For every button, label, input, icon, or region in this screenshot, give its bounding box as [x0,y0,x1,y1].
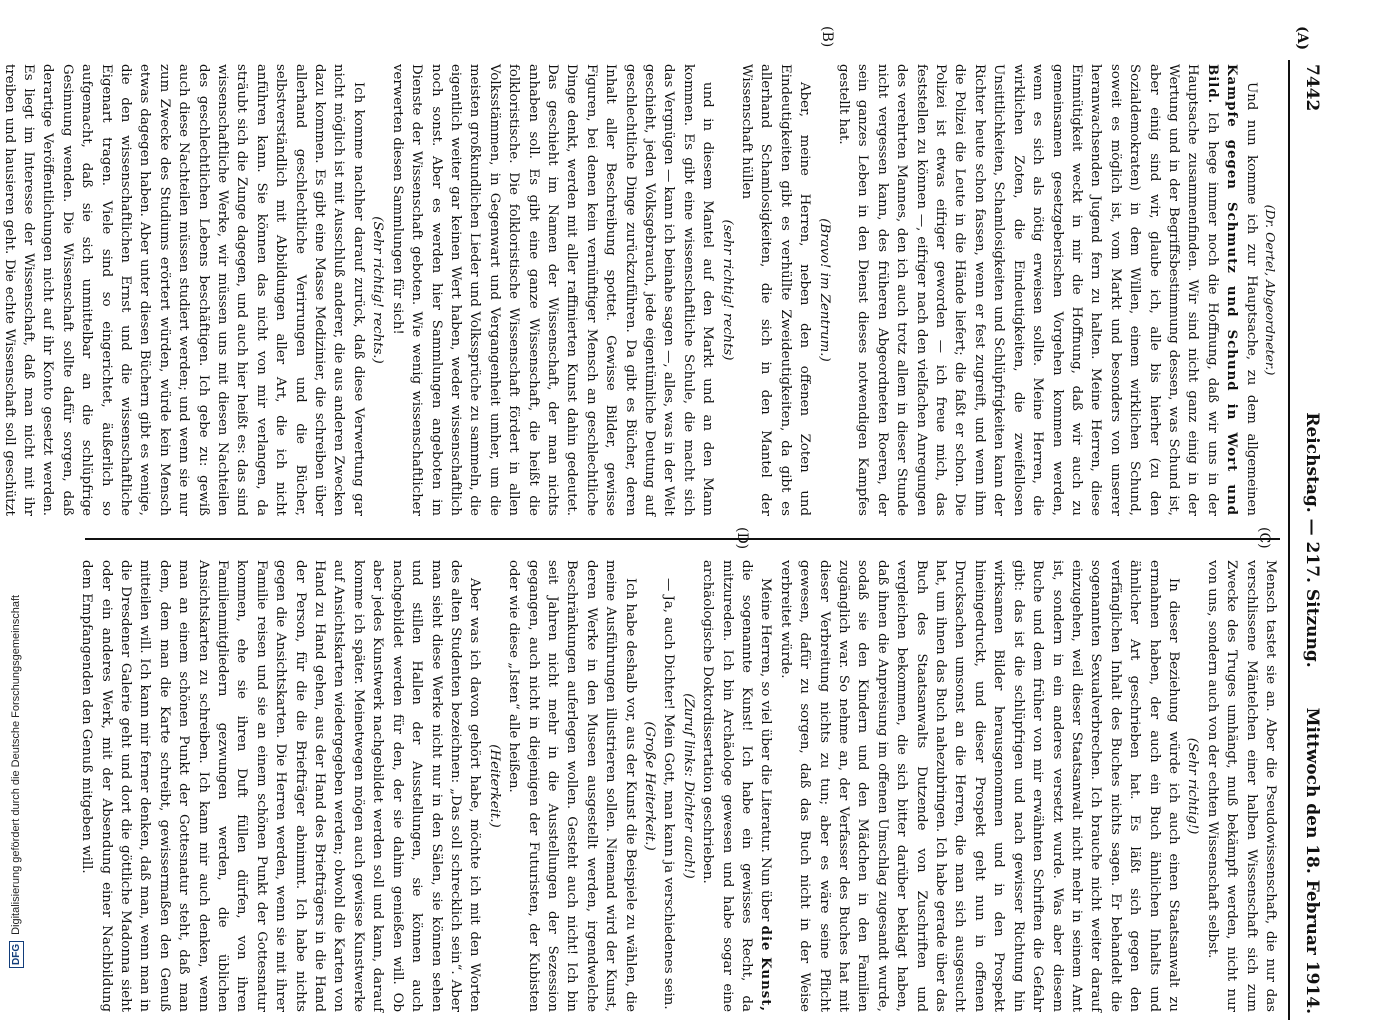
paragraph: Aber was ich davon gehört habe, möchte ich mit den Worten des alten Studenten bezeichnen: „Das soll schrecklich sein“. Aber man sieht diese Werke nicht nur in den Sälen, sie können sehen und stillen Hallen der Ausstellungen, sie können auch nachgebildet werden für den, der sie dahim genießen will. Ob aber jedes Kunstwerk nachgebildet werden soll und kann, darauf komme ich später. Meinetwegen mögen auch gewisse Kunstwerke auf Ansichtskarten wiedergegeben werden; obwohl die Karten von Hand zu Hand gehen, aus der Hand des Briefträgers in die Hand der Person, für die die Briefträger abnimmt. Ich habe nichts gegen die Ansichtskarten. Die Herren werden, wenn sie mit ihrer Familie reisen und sie an einem schönen Punkt der Gottesnatur kommen, ehe sie ihren Duft füllen dürfen, von ihren Familienmitgliedern gezwungen werden, die üblichen Ansichtskarten zu schreiben. Ich kann mir auch denken, wenn man an einem schönen Punkt der Gottesnatur steht, daß man dem, dem man die Karte schreibt, gewissermaßen den Genuß mitteilen will. Ich kann mir ferner denken, daß man, wenn man in die Dresdener Galerie geht und dort die göttliche Madonna sieht oder ein anderes Werk, mit der Absendung einer Nachbildung dem Empfangenden den Genuß mitgeben will. [79,560,483,1012]
paragraph: Mensch tastet sie an. Aber die Pseudowissenschaft, die nur das verschlissene Mäntelchen einer halben Wissenschaft sich zum Zwecke des Truges umhängt, muß bekämpft werden, nicht nur von uns, sondern auch von der echten Wissenschaft selbst. [1204,560,1278,1012]
paragraph: Ich komme nachher darauf zurück, daß diese Verwertung gar nicht möglich ist mit Ausschluß anderer, die aus anderen Zwecken dazu kommen. Es gibt eine Masse Medizinier, die schreiben über allerhand geschlechtliche Verirrungen und die Bücher, selbstverständlich mit Abbildungen aller Art, die ich nicht anführen kann. Sie können das nicht von mir verlangen, da sträubt sich die Zunge dagegen, und auch hier heißt es: das sind wissenschaftliche Werke, wir müssen uns mit diesen Nachteilen des geschlechtlichen Lebens beschäftigen. Ich gebe zu: gewiß auch diese Nachteilen müssen studiert werden; und wenn sie nur zum Zwecke des Studiums erörtert würden, würde kein Mensch etwas dagegen haben. Aber unter diesen Büchern gibt es wenige, die den wissenschaftlichen Ernst und die wissenschaftliche Eigenart tragen. Viele sind so eingerichtet, äußerlich so aufgemacht, daß sie sich unmittelbar an die schlüpfrige Gesinnung wenden. Die Wissenschaft sollte dafür sorgen, daß derartige Veröffentlichungen nicht auf ihr Konto gesetzt werden. Es liegt im Interesse der Wissenschaft, daß man nicht mit ihr treiben und hausieren geht. Die echte Wissenschaft soll geschützt [1,64,366,516]
interjection: (sehr richtig! rechts) [719,219,735,361]
paragraph [834,64,1261,516]
column-divider [85,538,1280,540]
emphasized-phrase: die Kunst, [758,925,774,1012]
margin-mark-d: (D) [734,527,750,550]
margin-mark-c: (C) [1256,527,1272,549]
paragraph-text: Meine Herren, so viel über die Literatur. Nun über [758,578,774,926]
paragraph-text: Ich hege immer noch die Hoffnung, daß wir uns in der Hauptsache zusammenfinden. Wir sind nicht ganz einig in der Wertung und in der Begriffsbestimmung dessen, was Schund ist, aber einig sind wir, glaube ich, alle bis hierher (zu den Sozialdemokraten) in dem Willen, einem wirklichen Schund, soweit es möglich ist, vom Markt und besonders von unserer heranwachsenden Jugend fern zu halten. Meine Herren, diese Einmütigkeit weckt in mir die Hoffnung, daß wir auch zu gemeinsamen gesetzgeberischen Vorgehen kommen werden, wenn es sich als nötig erweisen sollte. Meine Herren, die wirklichen Zoten, die Eindeutigkeiten, die zweifellosen Unsittlichkeiten, Schamlosigkeiten und Schlüpfrigkeiten kann der Richter heute schon fassen, wenn er fest zugreift, und wenn ihm die Polizei die Leute in die Hände liefert; die faßt er schon. Die Polizei ist etwas eifriger geworden — ich freue mich, das feststellen zu können —, eifriger nach den vielfachen Anregungen des verehrten Mannes, den ich auch trotz allem in dieser Stunde nicht vergessen kann, des früheren Abgeordneten Roeren, der sein ganzes Leben in den Dienst dieses notwendigen Kampfes gestellt hat. [836,64,1220,516]
paragraph-text: Und nun komme ich zur Hauptsache, zu dem allgemeinen [1243,82,1259,516]
margin-mark-b: (B) [819,26,835,48]
paragraph: — Ja, auch Dichter! Mein Gott, man kann ja verschiedenes sein. [661,578,677,1010]
interjection: (Sehr richtig! rechts.) [370,216,386,364]
right-text-column [80,560,1280,1012]
interjection: (Bravo! im Zentrum.) [816,218,832,362]
interjection: (Große Heiterkeit.) [642,721,657,851]
interjection: (Sehr richtig!) [1185,737,1201,835]
emphasized-phrase: Kampfe gegen Schmutz und Schund in Wort und Bild. [1204,64,1240,516]
paragraph: Ich habe deshalb vor, aus der Kunst die Beispiele zu wählen, die meine Ausführungen illustrieren sollen. Niemand wird der Kunst, deren Werke in den Museen ausgestellt werden, irgendwelche Beschränkungen auferlegen wollen. Gesteht auch nicht! Ich bin seit Jahren nicht mehr in die Ausstellungen der Sezession gegangen, auch nicht in diejenigen der Futuristen, der Kubisten oder wie diese „Isten“ alle heißen. [506,560,638,1012]
left-text-column [1,64,1280,516]
page-header [1288,60,1330,1020]
speaker-label: (Dr. Oertel, Abgeordneter.) [1263,204,1278,376]
page-title: Reichstag. — 217. Sitzung. [1302,412,1322,668]
digitization-footer [6,0,26,968]
margin-mark-a: (A) [1294,26,1310,51]
interjection: (Heiterkeit.) [486,744,502,828]
paragraph: und in diesem Mantel auf den Markt und an den Mann kommen. Es gibt eine wissenschaftliche Schule, die macht sich das Vergnügen — kann ich beinahe sagen —, alles, was in der Welt geschieht, jeden Volksgebrauch, jede eigentümliche Deutung auf geschlechtliche Dinge zurückzuführen. Da gibt es Bücher, deren Inhalt aller Beschreibung spottet. Gewisse Bilder, gewisse Figuren, bei denen kein vernünftiger Mensch an geschlechtliche Dinge denkt, werden mit aller raffinierten Kunst dahin gedeutet. Das geschieht im Namen der Wissenschaft, der man nichts anhaben soll. Es gibt eine ganze Wissenschaft, die heißt die folkloristische. Die folkloristische Wissenschaft fördert in allen Volksstämmen, in Gegenwart und Vergangenheit umher, um die meisten großkundlichen Lieder und Volkssprüche zu sammeln, die eigentlich weiter gar keinen Wert haben, weder wissenschaftlich noch sonst. Aber es werden hier Sammlungen angeboten im Dienste der Wissenschaft geboten. Wie wenig wissenschaftlicher verwerten diesen Sammlungen für sich! [389,64,716,516]
paragraph [698,560,776,1012]
paragraph-text: die sogenannte Kunst! Ich habe ein gewisses Recht, da mitzureden. Ich bin Archäologe gewesen und habe sogar eine archäologische Doktordissertation geschrieben. [700,560,755,1012]
paragraph: In dieser Beziehung würde ich auch einen Staatsanwalt zu ermahnen haben, der auch ein Buch ähnlichen Inhalts und ähnlicher Art geschrieben hat. Es läßt sich gegen den verfänglichen Inhalt des Buches nichts sagen. Er behandelt die sogenannten Sexualverbrechen. Ich brauche nicht weiter darauf einzugehen, weil dieser Staatsanwalt nicht mehr in seinem Amt ist, sondern in ein anderes versetzt wurde. Was aber diesem Buche und dem früher von mir erwähnten Schriften die Gefahr gibt: das ist die schlüpfrigen und nach gewisser Richtung hin wirksamen Bilder herausgenommen und in den Prospekt hineingedruckt, und dieser Prospekt geht nun in offenen Drucksachen umsonst an die Herren, die man sich ausgesucht hat, um ihnen das Buch nahezubringen. Ich habe gerade über das Buch des Staatsanwalts Dutzende von Zuschriften und vergleichen bekommen, die sich bitter darüber beklagt haben, daß ihnen die Anpreisung im offenen Umschlag zugesandt wurde, sodaß sie den Kindern und den Mädchen in den Familien zugänglich war. So nehme an, der Verfasser des Buches hat mit dieser Verbreitung nichts zu tun; aber es wäre seine Pflicht gewesen, dafür zu sorgen, daß das Buch nicht in der Weise verbreitet würde. [777,560,1181,1012]
interjection: (Zuruf links: Dichter auch!) [680,693,696,879]
paragraph: Aber, meine Herren, neben den offenen Zoten und Eindeutigkeiten gibt es verhüllte Zweideutigkeiten, da gibt es allerhand Schamlosigkeiten, die sich in den Mantel der Wissenschaft hüllen [739,64,813,516]
page-number: 7442 [1302,64,1322,112]
dfg-logo: DFG [9,941,24,968]
session-date: Mittwoch den 18. Februar 1914. [1302,707,1322,1014]
digitization-credit: Digitalisierung gefördert durch die Deutsche Forschungsgemeinschaft [10,594,22,935]
